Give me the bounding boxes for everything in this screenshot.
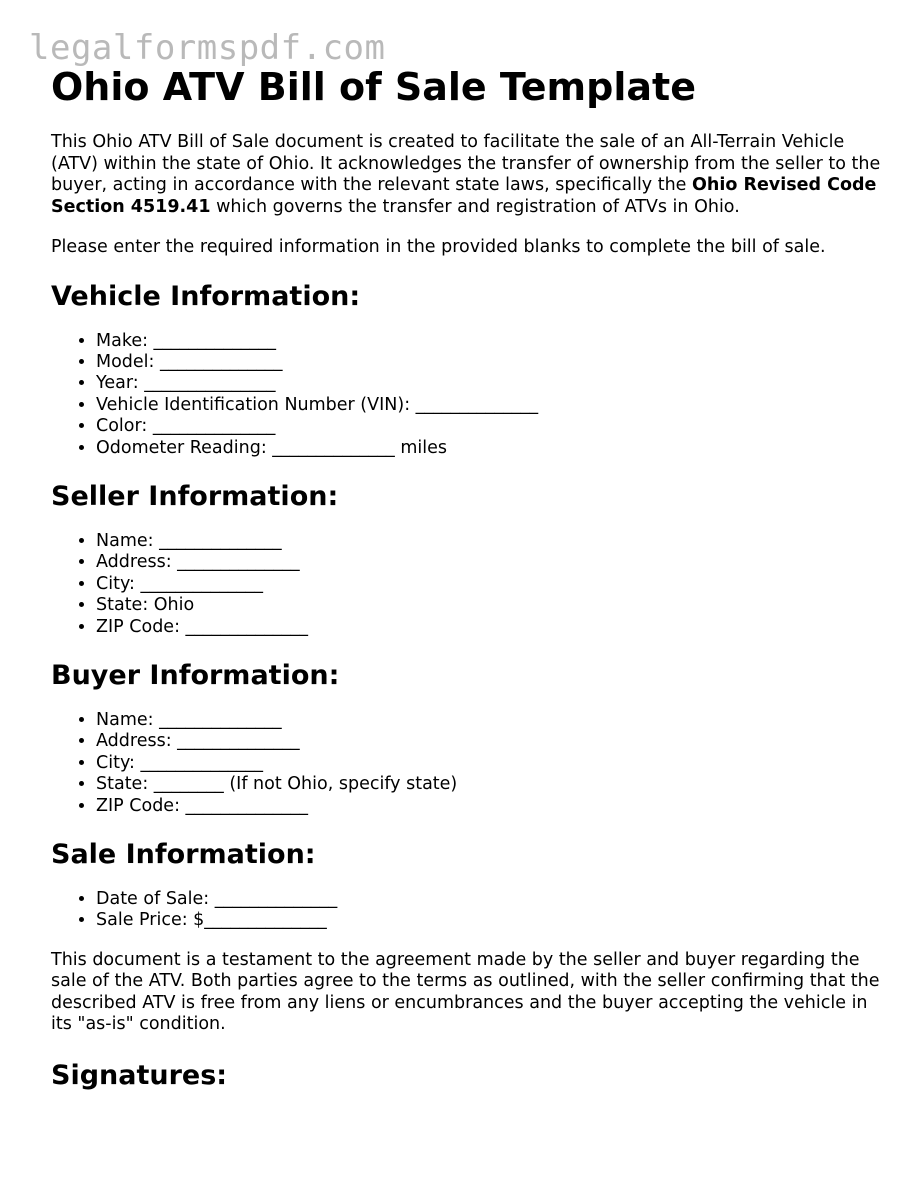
document-body	[51, 64, 881, 1092]
signatures-heading: Signatures:	[51, 1059, 228, 1091]
vehicle-info-heading: Vehicle Information:	[51, 280, 361, 312]
sale-price-field: • Sale Price: $______________	[96, 910, 881, 931]
statute-reference: Ohio Revised Code Section 4519.41	[51, 175, 877, 217]
vehicle-model-field: • Model: ______________	[96, 352, 881, 373]
vehicle-color-field: • Color: ______________	[96, 416, 881, 437]
watermark: legalformspdf.com	[29, 28, 386, 68]
sale-info-list	[51, 889, 881, 932]
vehicle-year-field: • Year: _______________	[96, 373, 881, 394]
buyer-info-heading: Buyer Information:	[51, 659, 340, 691]
intro-text-after: which governs the transfer and registration of ATVs in Ohio.	[210, 196, 740, 217]
buyer-state-field: • State: ________ (If not Ohio, specify state)	[96, 774, 881, 795]
buyer-city-field: • City: ______________	[96, 753, 881, 774]
buyer-zip-field: • ZIP Code: ______________	[96, 796, 881, 817]
seller-state-field: • State: Ohio	[96, 595, 881, 616]
intro-paragraph	[51, 132, 881, 218]
seller-zip-field: • ZIP Code: ______________	[96, 617, 881, 638]
seller-info-heading: Seller Information:	[51, 480, 339, 512]
sale-date-field: • Date of Sale: ______________	[96, 889, 881, 910]
vehicle-vin-field: • Vehicle Identification Number (VIN): ______________	[96, 395, 881, 416]
agreement-paragraph: This document is a testament to the agreement made by the seller and buyer regarding the sale of the ATV. Both parties agree to the terms as outlined, with the seller confirming that the described ATV is free from any liens or encumbrances and the buyer accepting the vehicle in its "as-is" condition.	[51, 949, 880, 1035]
vehicle-odometer-field: • Odometer Reading: ______________ miles	[96, 438, 881, 459]
vehicle-make-field: • Make: ______________	[96, 331, 881, 352]
seller-address-field: • Address: ______________	[96, 552, 881, 573]
page-title: Ohio ATV Bill of Sale Template	[51, 65, 696, 109]
sale-info-heading: Sale Information:	[51, 839, 316, 870]
buyer-info-list	[51, 710, 881, 817]
seller-city-field: • City: ______________	[96, 574, 881, 595]
buyer-address-field: • Address: ______________	[96, 731, 881, 752]
seller-info-list	[51, 531, 881, 638]
vehicle-info-list	[51, 331, 881, 459]
intro-text-before: This Ohio ATV Bill of Sale document is created to facilitate the sale of an All-Terrain Vehicle (ATV) within the state of Ohio. It acknowledges the transfer of ownership from the seller to the buyer, acting in accordance with the relevant state laws, specifically the	[51, 132, 881, 195]
buyer-name-field: • Name: ______________	[96, 710, 881, 731]
instructions-paragraph: Please enter the required information in the provided blanks to complete the bill of sale.	[51, 237, 826, 257]
seller-name-field: • Name: ______________	[96, 531, 881, 552]
